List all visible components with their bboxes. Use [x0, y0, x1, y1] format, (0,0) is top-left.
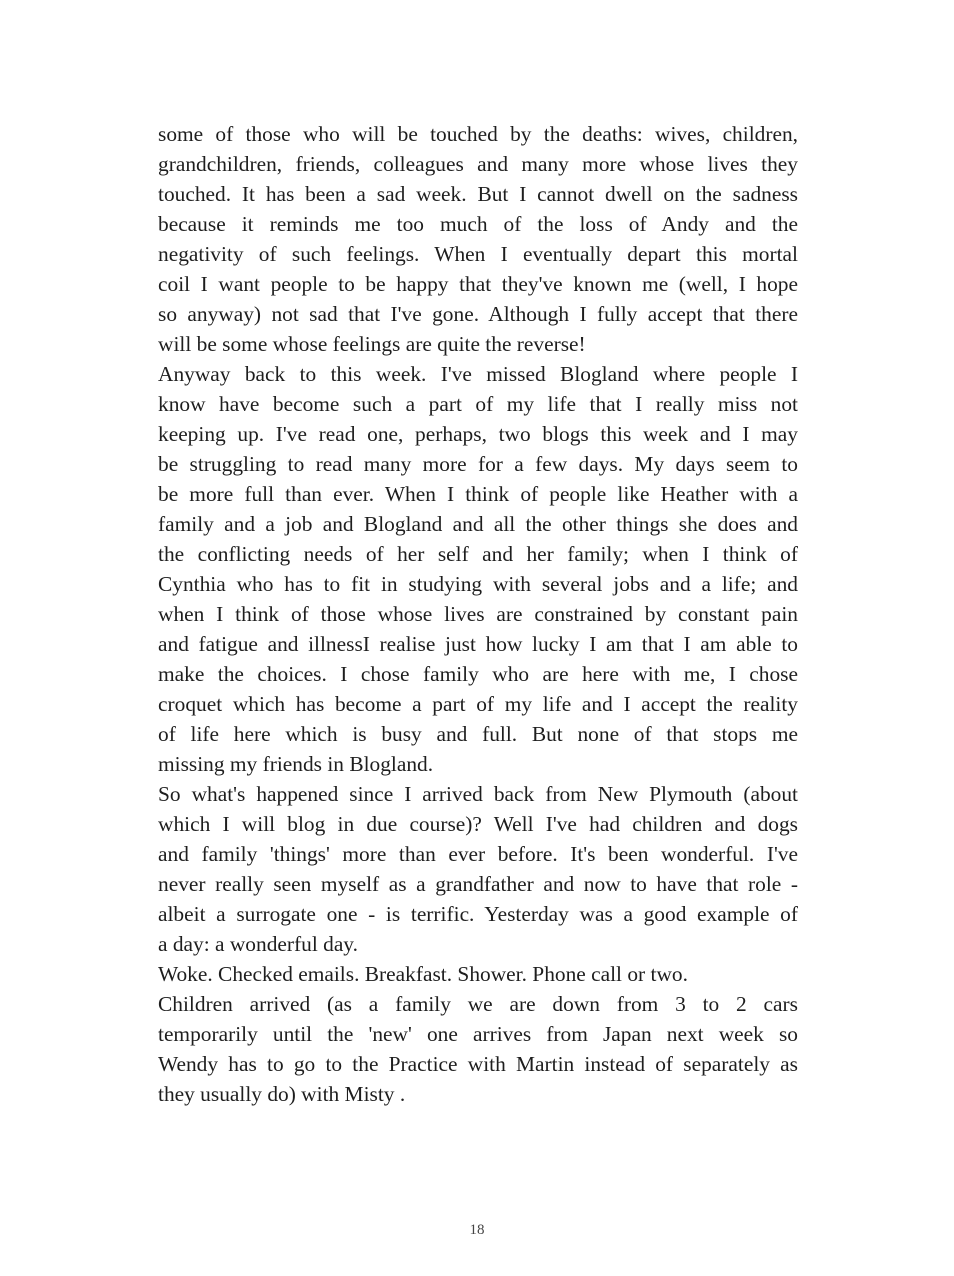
- text-line: grandchildren, friends, colleagues and many more whose lives they: [158, 152, 798, 176]
- text-line: missing my friends in Blogland.: [158, 752, 434, 776]
- paragraph-3: [158, 779, 798, 959]
- text-line: which I will blog in due course)? Well I've had children and dogs: [158, 812, 798, 836]
- page-number: 18: [469, 1222, 485, 1238]
- text-line: croquet which has become a part of my life and I accept the reality: [158, 692, 798, 716]
- text-line: make the choices. I chose family who are here with me, I chose: [158, 662, 798, 686]
- paragraph-4: [158, 959, 798, 1109]
- text-line: Anyway back to this week. I've missed Blogland where people I: [158, 362, 798, 386]
- text-line: keeping up. I've read one, perhaps, two blogs this week and I may: [158, 422, 798, 446]
- paragraph-2: [158, 359, 798, 779]
- text-line: coil I want people to be happy that they've known me (well, I hope: [158, 272, 798, 296]
- text-line: negativity of such feelings. When I eventually depart this mortal: [158, 242, 798, 266]
- text-line: the conflicting needs of her self and her family; when I think of: [158, 542, 798, 566]
- text-line: Children arrived (as a family we are down from 3 to 2 cars: [158, 992, 798, 1016]
- text-line: they usually do) with Misty .: [158, 1082, 406, 1106]
- text-line: albeit a surrogate one - is terrific. Yesterday was a good example of: [158, 902, 798, 926]
- text-line: be struggling to read many more for a few days. My days seem to: [158, 452, 798, 476]
- text-line: touched. It has been a sad week. But I cannot dwell on the sadness: [158, 182, 798, 206]
- paragraph-1: [158, 119, 798, 359]
- text-line: will be some whose feelings are quite the reverse!: [158, 332, 586, 356]
- text-line: know have become such a part of my life that I really miss not: [158, 392, 798, 416]
- text-line: because it reminds me too much of the loss of Andy and the: [158, 212, 798, 236]
- text-line: Wendy has to go to the Practice with Martin instead of separately as: [158, 1052, 798, 1076]
- text-line: and fatigue and illnessI realise just how lucky I am that I am able to: [158, 632, 798, 656]
- text-line: when I think of those whose lives are constrained by constant pain: [158, 602, 798, 626]
- text-line: Cynthia who has to fit in studying with several jobs and a life; and: [158, 572, 798, 596]
- text-line: be more full than ever. When I think of people like Heather with a: [158, 482, 798, 506]
- text-line: So what's happened since I arrived back from New Plymouth (about: [158, 782, 798, 806]
- text-line: and family 'things' more than ever before. It's been wonderful. I've: [158, 842, 798, 866]
- body-text: [158, 119, 798, 1109]
- text-line: a day: a wonderful day.: [158, 932, 358, 956]
- text-line: never really seen myself as a grandfather and now to have that role -: [158, 872, 798, 896]
- text-line: Woke. Checked emails. Breakfast. Shower. Phone call or two.: [158, 962, 688, 986]
- text-line: family and a job and Blogland and all the other things she does and: [158, 512, 798, 536]
- text-line: some of those who will be touched by the deaths: wives, children,: [158, 122, 798, 146]
- text-line: so anyway) not sad that I've gone. Although I fully accept that there: [158, 302, 798, 326]
- text-line: of life here which is busy and full. But none of that stops me: [158, 722, 798, 746]
- text-line: temporarily until the 'new' one arrives from Japan next week so: [158, 1022, 798, 1046]
